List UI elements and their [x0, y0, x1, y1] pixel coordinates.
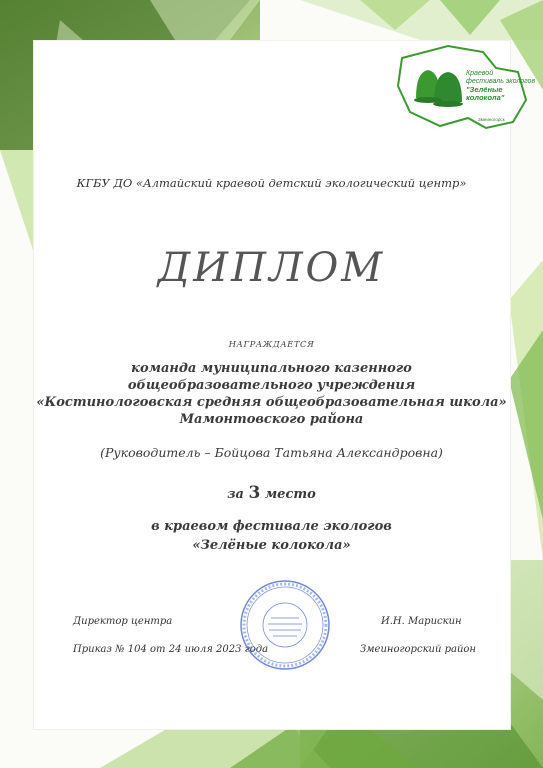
director-position: Директор центра	[73, 616, 173, 627]
diploma-title: ДИПЛОМ	[157, 245, 386, 291]
recipient	[0, 360, 543, 428]
recipient-line: Мамонтовского района	[179, 412, 364, 427]
leader-line: (Руководитель – Бойцова Татьяна Александровна)	[100, 445, 443, 460]
festival-name: в краевом фестивале экологов «Зелёные колокола»	[151, 519, 392, 553]
place-number: 3	[248, 483, 261, 503]
district-name: Змеиногорский район	[360, 644, 477, 655]
organization-name: КГБУ ДО «Алтайский краевой детский экологический центр»	[76, 176, 467, 190]
recipient-line: «Костинологовская средняя общеобразовательная школа»	[36, 395, 507, 410]
order-reference: Приказ № 104 от 24 июля 2023 года	[73, 644, 269, 655]
official-stamp-icon	[238, 578, 332, 672]
logo-caption: Краевой фестиваль экологов "Зелёные колокола"	[466, 70, 536, 102]
awarded-label: НАГРАЖДАЕТСЯ	[228, 340, 315, 350]
place-line: за 3 место	[227, 483, 316, 503]
recipient-line: команда муниципального казенного	[131, 361, 412, 376]
director-name: И.Н. Марискин	[381, 616, 462, 627]
recipient-line: общеобразовательного учреждения	[127, 378, 416, 393]
logo-city: Змеиногорск	[478, 117, 505, 122]
